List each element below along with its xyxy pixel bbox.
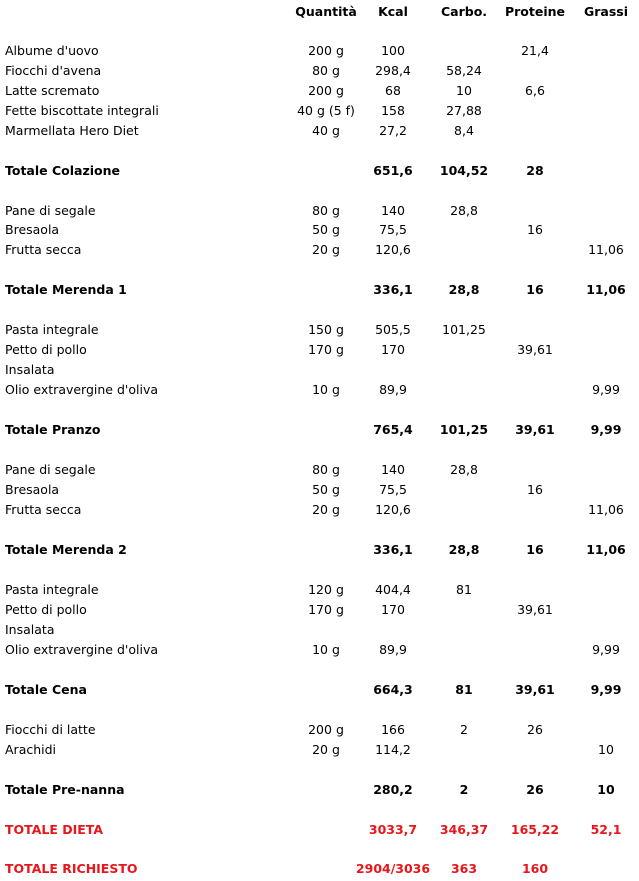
cell-kcal: 114,2 xyxy=(375,742,411,757)
cell-qty: 20 g xyxy=(312,502,340,517)
cell-carb: 58,24 xyxy=(446,63,482,78)
cell-prot: 39,61 xyxy=(517,602,553,617)
cell-name: Pane di segale xyxy=(5,203,96,218)
cell-kcal: 75,5 xyxy=(379,222,407,237)
cell-prot: 21,4 xyxy=(521,43,549,58)
table-row xyxy=(0,459,639,479)
cell-kcal: 166 xyxy=(381,722,405,737)
header-proteine: Proteine xyxy=(504,4,566,19)
table-row xyxy=(0,619,639,639)
header-row xyxy=(0,1,639,21)
cell-name: Pasta integrale xyxy=(5,582,99,597)
cell-name: Totale Merenda 2 xyxy=(5,542,127,557)
cell-kcal: 336,1 xyxy=(373,542,413,557)
cell-kcal: 2904/3036 xyxy=(355,861,431,876)
cell-name: Latte scremato xyxy=(5,83,100,98)
cell-fat: 9,99 xyxy=(590,682,622,697)
header-grassi: Grassi xyxy=(583,4,629,19)
cell-name: Fette biscottate integrali xyxy=(5,103,159,118)
cell-qty: 120 g xyxy=(308,582,344,597)
cell-prot: 39,61 xyxy=(515,682,555,697)
table-row xyxy=(0,319,639,339)
cell-qty: 80 g xyxy=(312,462,340,477)
cell-carb: 28,8 xyxy=(448,542,480,557)
cell-name: Pane di segale xyxy=(5,462,96,477)
cell-name: Totale Cena xyxy=(5,682,87,697)
table-row xyxy=(0,739,639,759)
cell-kcal: 158 xyxy=(381,103,405,118)
total-row xyxy=(0,679,639,699)
cell-name: Insalata xyxy=(5,362,55,377)
cell-kcal: 140 xyxy=(381,203,405,218)
table-row xyxy=(0,379,639,399)
table-row xyxy=(0,599,639,619)
cell-name: Totale Pre-nanna xyxy=(5,782,125,797)
cell-carb: 81 xyxy=(456,582,472,597)
table-row xyxy=(0,40,639,60)
cell-fat: 9,99 xyxy=(592,382,620,397)
cell-name: Totale Merenda 1 xyxy=(5,282,127,297)
cell-fat: 9,99 xyxy=(592,642,620,657)
cell-name: Fiocchi d'avena xyxy=(5,63,102,78)
table-row xyxy=(0,80,639,100)
cell-qty: 10 g xyxy=(312,382,340,397)
cell-name: Frutta secca xyxy=(5,242,82,257)
cell-name: Marmellata Hero Diet xyxy=(5,123,139,138)
cell-kcal: 170 xyxy=(381,342,405,357)
cell-carb: 2 xyxy=(459,782,469,797)
table-row xyxy=(0,120,639,140)
cell-qty: 20 g xyxy=(312,742,340,757)
total-row xyxy=(0,858,639,878)
cell-name: Arachidi xyxy=(5,742,57,757)
cell-prot: 165,22 xyxy=(510,822,560,837)
table-row xyxy=(0,719,639,739)
cell-carb: 101,25 xyxy=(442,322,486,337)
cell-kcal: 3033,7 xyxy=(368,822,418,837)
cell-kcal: 140 xyxy=(381,462,405,477)
cell-carb: 2 xyxy=(460,722,468,737)
cell-prot: 6,6 xyxy=(525,83,545,98)
table-row xyxy=(0,579,639,599)
cell-fat: 9,99 xyxy=(590,422,622,437)
cell-kcal: 170 xyxy=(381,602,405,617)
cell-qty: 80 g xyxy=(312,63,340,78)
cell-fat: 11,06 xyxy=(586,282,626,297)
cell-kcal: 68 xyxy=(385,83,401,98)
cell-kcal: 75,5 xyxy=(379,482,407,497)
cell-qty: 200 g xyxy=(308,83,344,98)
cell-kcal: 100 xyxy=(381,43,405,58)
cell-fat: 10 xyxy=(597,782,615,797)
table-row xyxy=(0,339,639,359)
cell-carb: 104,52 xyxy=(439,163,489,178)
cell-kcal: 298,4 xyxy=(375,63,411,78)
table-row xyxy=(0,200,639,220)
cell-fat: 52,1 xyxy=(590,822,622,837)
cell-qty: 40 g xyxy=(312,123,340,138)
cell-name: Fiocchi di latte xyxy=(5,722,96,737)
table-row xyxy=(0,100,639,120)
cell-kcal: 27,2 xyxy=(379,123,407,138)
cell-fat: 11,06 xyxy=(588,242,624,257)
cell-prot: 26 xyxy=(526,782,544,797)
cell-name: Totale Colazione xyxy=(5,163,120,178)
cell-qty: 170 g xyxy=(308,342,344,357)
cell-carb: 28,8 xyxy=(448,282,480,297)
cell-kcal: 651,6 xyxy=(373,163,413,178)
cell-kcal: 89,9 xyxy=(379,382,407,397)
header-carbo: Carbo. xyxy=(440,4,488,19)
cell-name: Pasta integrale xyxy=(5,322,99,337)
cell-carb: 363 xyxy=(450,861,478,876)
cell-qty: 20 g xyxy=(312,242,340,257)
cell-name: TOTALE DIETA xyxy=(5,822,104,837)
cell-carb: 28,8 xyxy=(450,462,478,477)
cell-kcal: 89,9 xyxy=(379,642,407,657)
cell-name: Insalata xyxy=(5,622,55,637)
cell-prot: 39,61 xyxy=(517,342,553,357)
cell-fat: 10 xyxy=(598,742,614,757)
header-quantity: Quantità xyxy=(295,4,357,19)
cell-qty: 50 g xyxy=(312,482,340,497)
total-row xyxy=(0,160,639,180)
cell-qty: 170 g xyxy=(308,602,344,617)
cell-kcal: 404,4 xyxy=(375,582,411,597)
cell-kcal: 765,4 xyxy=(373,422,413,437)
cell-prot: 39,61 xyxy=(515,422,555,437)
cell-kcal: 664,3 xyxy=(373,682,413,697)
cell-prot: 16 xyxy=(526,282,544,297)
total-row xyxy=(0,539,639,559)
cell-carb: 81 xyxy=(455,682,473,697)
cell-carb: 101,25 xyxy=(439,422,489,437)
table-row xyxy=(0,219,639,239)
cell-prot: 28 xyxy=(526,163,544,178)
cell-fat: 11,06 xyxy=(588,502,624,517)
cell-qty: 10 g xyxy=(312,642,340,657)
cell-kcal: 505,5 xyxy=(375,322,411,337)
cell-kcal: 120,6 xyxy=(375,502,411,517)
header-kcal: Kcal xyxy=(378,4,408,19)
cell-prot: 160 xyxy=(521,861,549,876)
table-row xyxy=(0,479,639,499)
cell-qty: 40 g (5 f) xyxy=(297,103,355,118)
cell-carb: 27,88 xyxy=(446,103,482,118)
cell-name: Olio extravergine d'oliva xyxy=(5,382,158,397)
cell-prot: 16 xyxy=(527,482,543,497)
total-row xyxy=(0,779,639,799)
cell-fat: 11,06 xyxy=(586,542,626,557)
cell-carb: 346,37 xyxy=(439,822,489,837)
cell-prot: 26 xyxy=(527,722,543,737)
cell-prot: 16 xyxy=(527,222,543,237)
cell-name: Frutta secca xyxy=(5,502,82,517)
cell-qty: 200 g xyxy=(308,43,344,58)
table-row xyxy=(0,60,639,80)
cell-carb: 8,4 xyxy=(454,123,474,138)
cell-qty: 80 g xyxy=(312,203,340,218)
table-row xyxy=(0,499,639,519)
total-row xyxy=(0,279,639,299)
total-row xyxy=(0,419,639,439)
table-row xyxy=(0,639,639,659)
cell-name: TOTALE RICHIESTO xyxy=(5,861,138,876)
cell-name: Petto di pollo xyxy=(5,602,87,617)
table-row xyxy=(0,359,639,379)
cell-carb: 10 xyxy=(456,83,472,98)
cell-qty: 200 g xyxy=(308,722,344,737)
cell-name: Totale Pranzo xyxy=(5,422,101,437)
cell-kcal: 120,6 xyxy=(375,242,411,257)
cell-name: Olio extravergine d'oliva xyxy=(5,642,158,657)
table-row xyxy=(0,239,639,259)
cell-qty: 50 g xyxy=(312,222,340,237)
cell-kcal: 336,1 xyxy=(373,282,413,297)
cell-carb: 28,8 xyxy=(450,203,478,218)
cell-kcal: 280,2 xyxy=(373,782,413,797)
cell-qty: 150 g xyxy=(308,322,344,337)
cell-name: Albume d'uovo xyxy=(5,43,99,58)
cell-prot: 16 xyxy=(526,542,544,557)
total-row xyxy=(0,819,639,839)
cell-name: Petto di pollo xyxy=(5,342,87,357)
cell-name: Bresaola xyxy=(5,222,60,237)
cell-name: Bresaola xyxy=(5,482,60,497)
